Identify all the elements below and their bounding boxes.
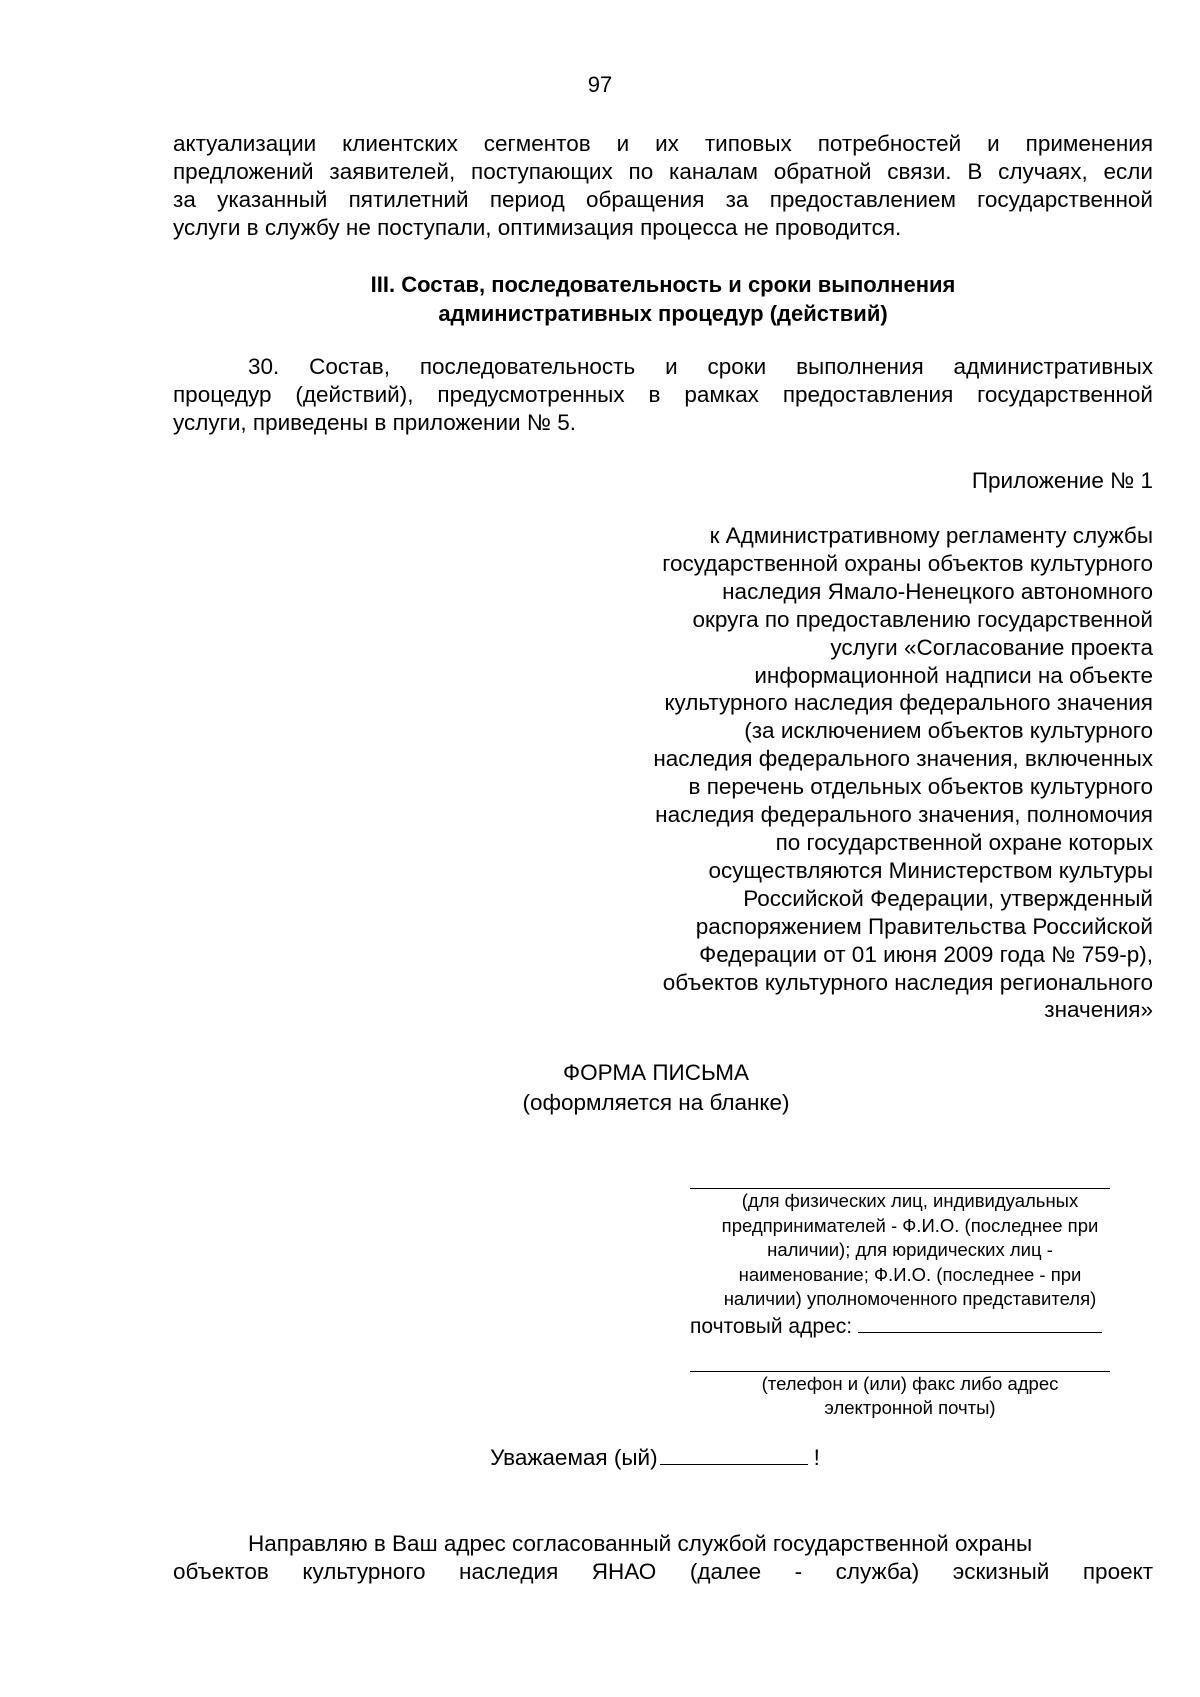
paragraph-line: актуализации клиентских сегментов и их типовых потребностей и применения (173, 131, 1153, 156)
note-line: предпринимателей - Ф.И.О. (последнее при (721, 1214, 1099, 1236)
recipient-note (690, 1189, 1130, 1312)
paragraph-line: процедур (действий), предусмотренных в рамках предоставления государственной (173, 382, 1153, 407)
appendix-line: распоряжением Правительства Российской (695, 913, 1153, 939)
form-title-text: ФОРМА ПИСЬМА (563, 1060, 749, 1085)
appendix-line: (за исключением объектов культурного (744, 718, 1153, 744)
appendix-line: информационной надписи на объекте (754, 662, 1153, 688)
postal-address-blank (858, 1314, 1102, 1333)
form-title (0, 1058, 1200, 1118)
greeting-end: ! (813, 1445, 820, 1470)
appendix-line: наследия федерального значения, включенных (653, 746, 1153, 772)
paragraph-line: за указанный пятилетний период обращения за предоставлением государственной (173, 187, 1153, 212)
greeting (0, 1444, 1200, 1471)
note-line: наличии) уполномоченного представителя) (723, 1288, 1097, 1309)
postal-address-row (690, 1314, 1130, 1339)
appendix-line: округа по предоставлению государственной (692, 606, 1153, 632)
appendix-line: значения» (1044, 997, 1153, 1023)
page-number: 97 (587, 72, 613, 97)
greeting-text: Уважаемая (ый) (490, 1445, 658, 1470)
appendix-line: культурного наследия федерального значения (664, 690, 1153, 716)
appendix-line: государственной охраны объектов культурного (662, 550, 1153, 576)
appendix-line: услуги «Согласование проекта (830, 634, 1153, 660)
paragraph-line: услуги, приведены в приложении № 5. (173, 410, 577, 435)
note-line: наименование; Ф.И.О. (последнее - при (738, 1263, 1082, 1285)
appendix-line: по государственной охране которых (775, 829, 1153, 855)
paragraph-30 (173, 353, 1153, 437)
paragraph-line: услуги в службу не поступали, оптимизация процесса не проводится. (173, 215, 902, 240)
note-line: (для физических лиц, индивидуальных (741, 1190, 1079, 1211)
appendix-line: наследия Ямало-Ненецкого автономного (722, 578, 1153, 604)
paragraph-line: предложений заявителей, поступающих по каналам обратной связи. В случаях, если (173, 159, 1153, 184)
note-line: (телефон и (или) факс либо адрес (761, 1372, 1059, 1394)
appendix-line: в перечень отдельных объектов культурного (688, 774, 1153, 800)
appendix-line: наследия федерального значения, полномочия (655, 802, 1153, 828)
appendix-reference (533, 522, 1153, 1024)
note-line: электронной почты) (824, 1397, 996, 1418)
note-line: наличии); для юридических лиц - (767, 1239, 1053, 1260)
paragraph-line: объектов культурного наследия ЯНАО (далее - служба) эскизный проект (173, 1559, 1153, 1584)
paragraph-line: Направляю в Ваш адрес согласованный службой государственной охраны (248, 1531, 1033, 1556)
section-heading-line: III. Состав, последовательность и сроки выполнения (370, 272, 956, 297)
greeting-name-blank (660, 1444, 808, 1465)
appendix-line: Российской Федерации, утвержденный (743, 885, 1153, 911)
appendix-line: осуществляются Министерством культуры (708, 857, 1153, 883)
postal-address-label: почтовый адрес: (690, 1314, 853, 1338)
appendix-line: объектов культурного наследия регионального (662, 969, 1153, 995)
recipient-address-block (690, 1188, 1130, 1421)
section-heading (173, 270, 1153, 328)
paragraph-optimization (173, 130, 1153, 242)
section-heading-line: административных процедур (действий) (438, 301, 888, 326)
paragraph-final (173, 1530, 1153, 1586)
appendix-line: Федерации от 01 июня 2009 года № 759-р), (699, 941, 1153, 967)
contact-note (690, 1372, 1130, 1421)
appendix-line: к Административному регламенту службы (709, 523, 1153, 548)
form-subtitle: (оформляется на бланке) (522, 1090, 790, 1115)
appendix-title: Приложение № 1 (971, 468, 1153, 493)
paragraph-line: 30. Состав, последовательность и сроки выполнения административных (248, 354, 1153, 379)
